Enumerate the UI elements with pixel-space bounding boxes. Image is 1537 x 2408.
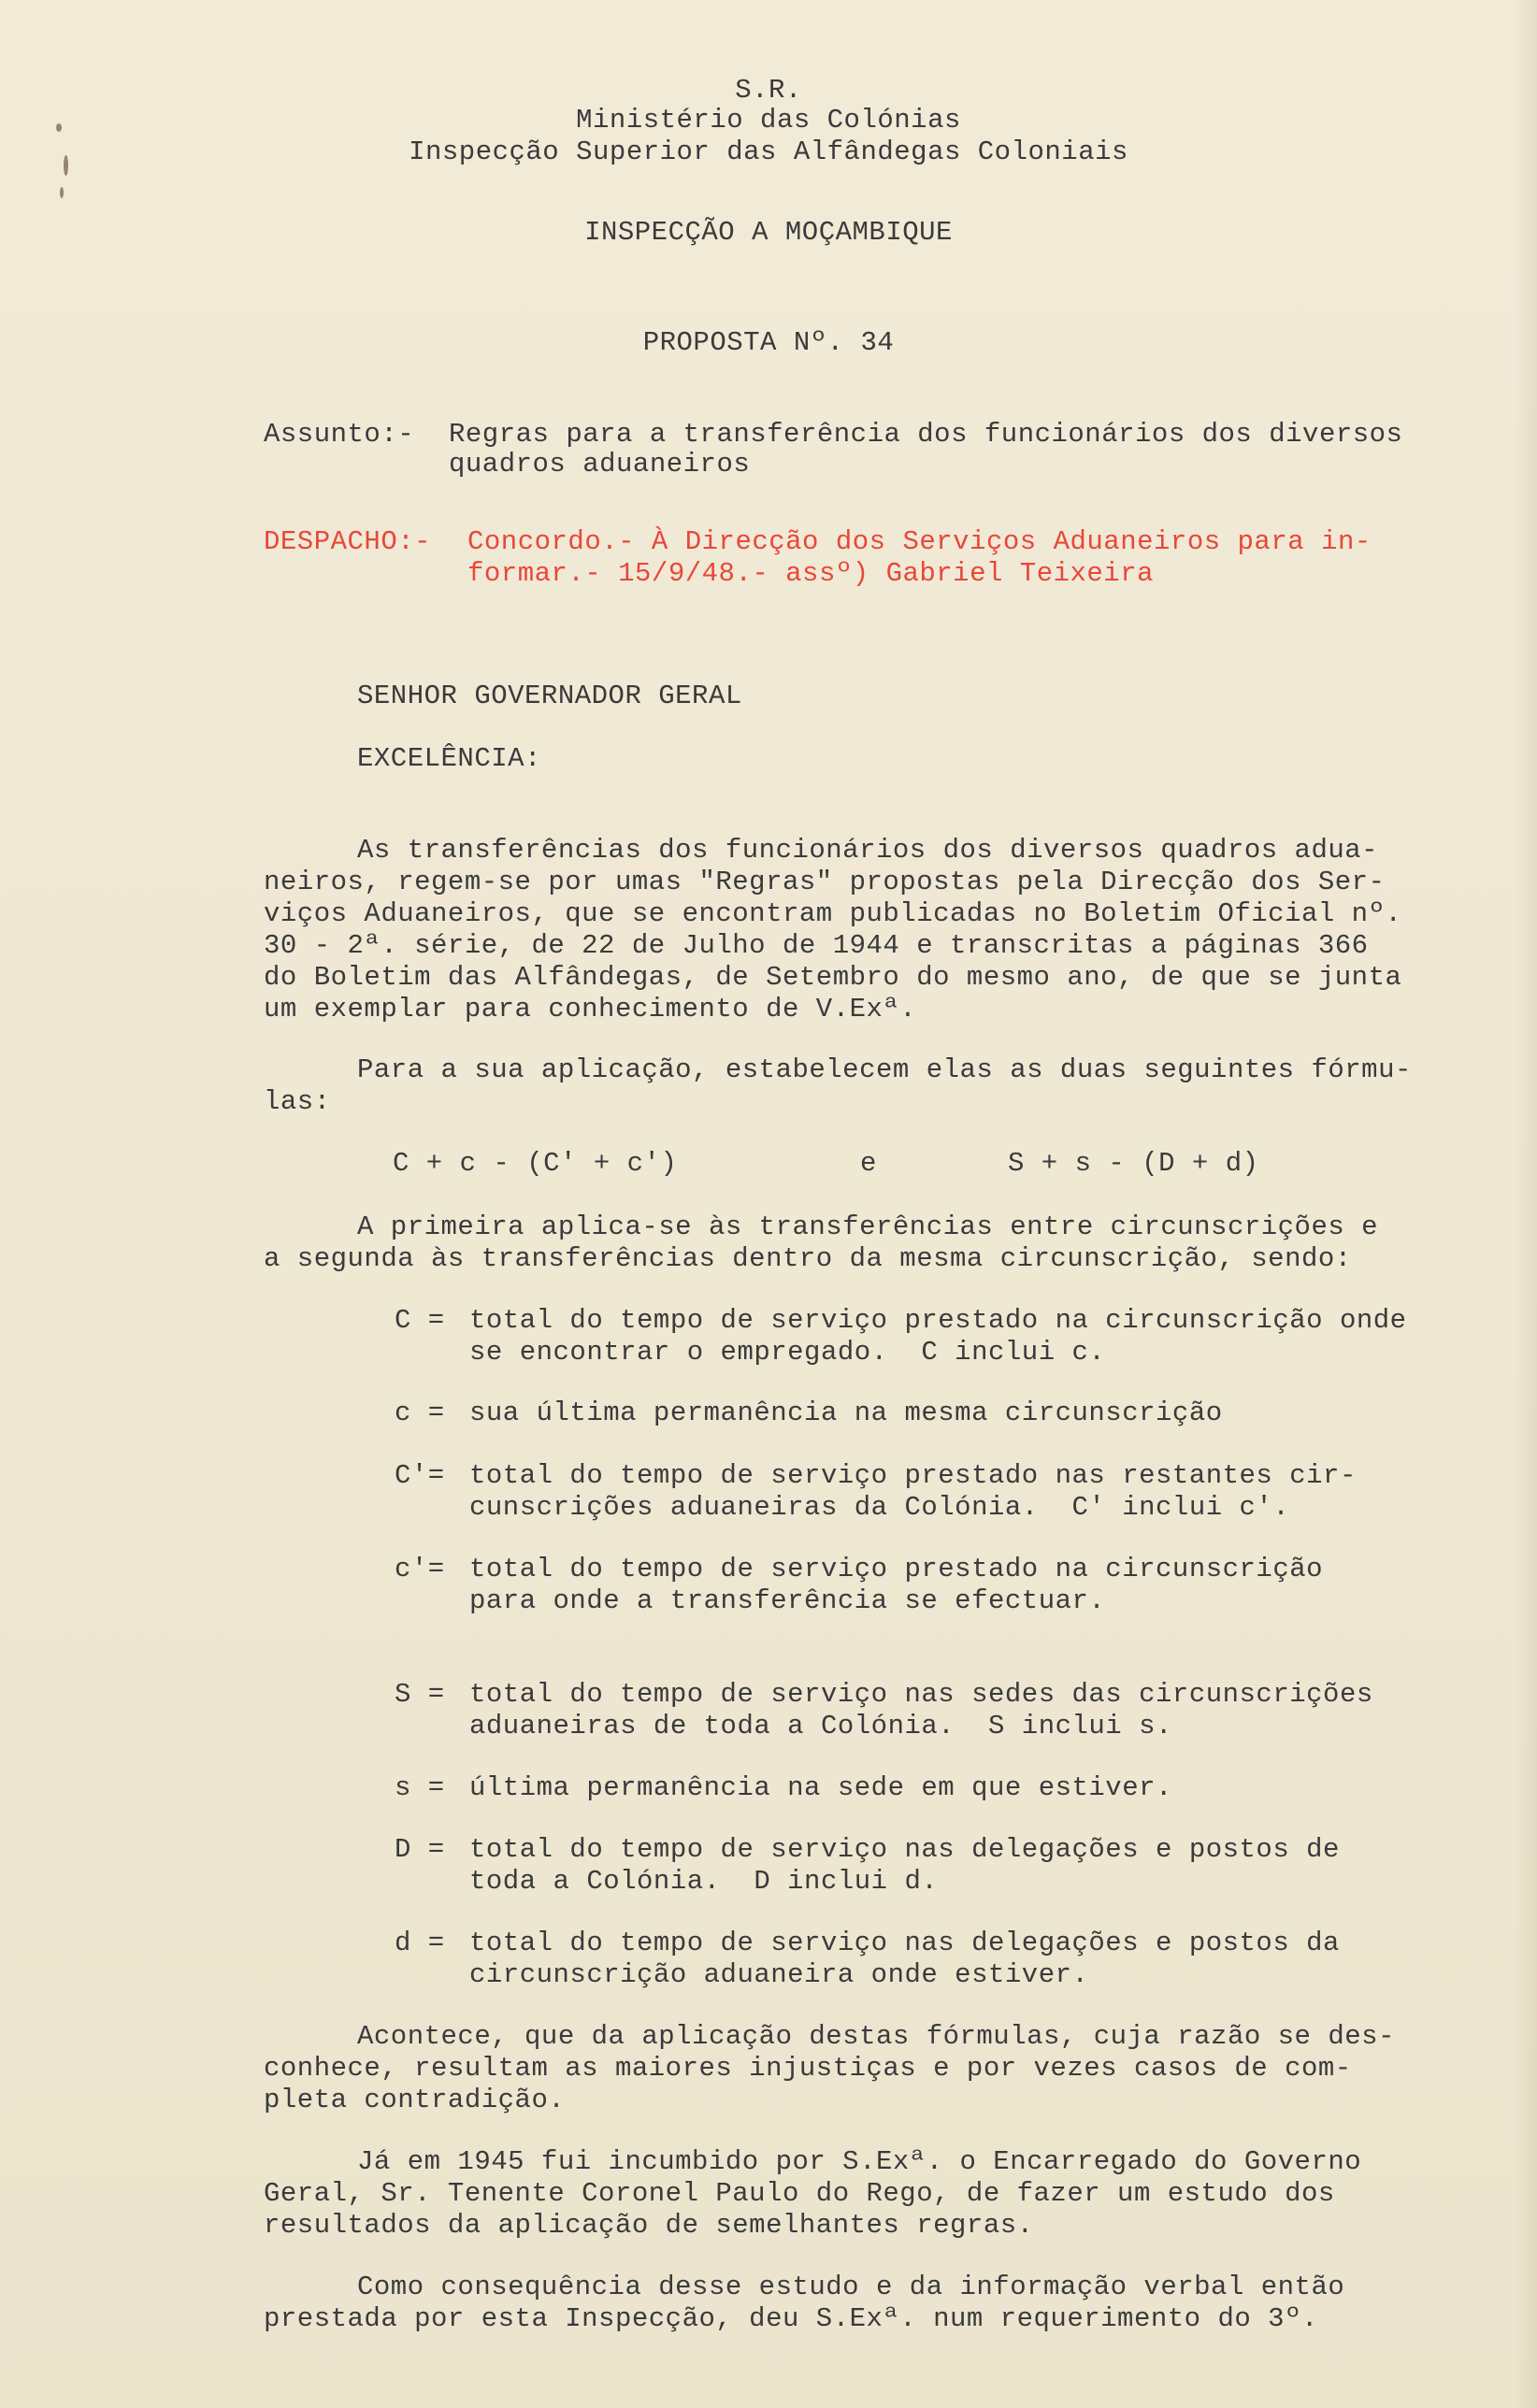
- paragraph-6-line: Como consequência desse estudo e da informação verbal então: [357, 2272, 1345, 2302]
- despacho-line: Concordo.- À Direcção dos Serviços Aduaneiros para in-: [467, 526, 1372, 557]
- header-inspection-office: Inspecção Superior das Alfândegas Coloniais: [409, 136, 1128, 167]
- paragraph-5-line: Já em 1945 fui incumbido por S.Exª. o Encarregado do Governo: [357, 2146, 1362, 2177]
- subject-label: Assunto:-: [264, 419, 415, 450]
- definition-text: se encontrar o empregado. C inclui c.: [469, 1337, 1106, 1368]
- formula-connector: e: [860, 1148, 877, 1179]
- definition-term: c =: [395, 1398, 445, 1428]
- definition-text: total do tempo de serviço nas delegações e postos da: [469, 1928, 1340, 1958]
- definition-text: total do tempo de serviço prestado na circunscrição onde: [469, 1305, 1407, 1336]
- definition-text: aduaneiras de toda a Colónia. S inclui s.: [469, 1711, 1172, 1742]
- despacho-label: DESPACHO:-: [264, 526, 432, 557]
- ink-stain: [60, 187, 64, 198]
- definition-term: S =: [395, 1679, 445, 1710]
- definition-text: total do tempo de serviço prestado nas restantes cir-: [469, 1460, 1357, 1491]
- paragraph-3-line: a segunda às transferências dentro da mesma circunscrição, sendo:: [264, 1243, 1352, 1274]
- paragraph-4-line: Acontece, que da aplicação destas fórmulas, cuja razão se des-: [357, 2021, 1395, 2052]
- definition-text: circunscrição aduaneira onde estiver.: [469, 1959, 1089, 1990]
- definition-text: total do tempo de serviço nas delegações e postos de: [469, 1834, 1340, 1865]
- header-ministry: Ministério das Colónias: [576, 105, 961, 136]
- paragraph-1-line: As transferências dos funcionários dos diversos quadros adua-: [357, 835, 1379, 866]
- subject-line: Regras para a transferência dos funcionários dos diversos: [449, 419, 1403, 450]
- definition-text: para onde a transferência se efectuar.: [469, 1585, 1106, 1616]
- header-sr: S.R.: [735, 75, 802, 106]
- definition-term: C =: [395, 1305, 445, 1336]
- formula-transfer-between: C + c - (C' + c'): [393, 1148, 678, 1179]
- paragraph-1-line: um exemplar para conhecimento de V.Exª.: [264, 994, 917, 1025]
- definition-text: última permanência na sede em que estiver.: [469, 1772, 1172, 1803]
- paragraph-1-line: do Boletim das Alfândegas, de Setembro do mesmo ano, de que se junta: [264, 962, 1402, 993]
- definition-text: cunscrições aduaneiras da Colónia. C' inclui c'.: [469, 1492, 1290, 1523]
- paragraph-4-line: pleta contradição.: [264, 2085, 566, 2115]
- definition-text: toda a Colónia. D inclui d.: [469, 1866, 939, 1897]
- definition-term: d =: [395, 1928, 445, 1958]
- paragraph-5-line: Geral, Sr. Tenente Coronel Paulo do Rego, de fazer um estudo dos: [264, 2178, 1335, 2209]
- paragraph-3-line: A primeira aplica-se às transferências entre circunscrições e: [357, 1211, 1379, 1242]
- paragraph-1-line: 30 - 2ª. série, de 22 de Julho de 1944 e transcritas a páginas 366: [264, 930, 1369, 961]
- proposal-number: PROPOSTA Nº. 34: [642, 327, 895, 358]
- definition-text: sua última permanência na mesma circunscrição: [469, 1398, 1223, 1428]
- paragraph-5-line: resultados da aplicação de semelhantes regras.: [264, 2210, 1034, 2241]
- subject-line: quadros aduaneiros: [449, 449, 751, 480]
- formula-transfer-within: S + s - (D + d): [1008, 1148, 1259, 1179]
- definition-term: D =: [395, 1834, 445, 1865]
- definition-term: s =: [395, 1772, 445, 1803]
- header-inspection-title: INSPECÇÃO A MOÇAMBIQUE: [584, 217, 953, 248]
- paragraph-2-line: las:: [264, 1086, 331, 1117]
- definition-text: total do tempo de serviço prestado na circunscrição: [469, 1554, 1324, 1584]
- paragraph-1-line: neiros, regem-se por umas "Regras" propostas pela Direcção dos Ser-: [264, 867, 1386, 897]
- despacho-line: formar.- 15/9/48.- assº) Gabriel Teixeira: [467, 558, 1155, 589]
- greeting: EXCELÊNCIA:: [357, 743, 541, 774]
- definition-text: total do tempo de serviço nas sedes das circunscrições: [469, 1679, 1373, 1710]
- definition-term: C'=: [395, 1460, 445, 1491]
- paragraph-6-line: prestada por esta Inspecção, deu S.Exª. num requerimento do 3º.: [264, 2303, 1318, 2334]
- definition-term: c'=: [395, 1554, 445, 1584]
- paragraph-1-line: viços Aduaneiros, que se encontram publicadas no Boletim Oficial nº.: [264, 898, 1402, 929]
- paragraph-2-line: Para a sua aplicação, estabelecem elas as duas seguintes fórmu-: [357, 1054, 1412, 1085]
- addressee: SENHOR GOVERNADOR GERAL: [357, 681, 742, 711]
- paragraph-4-line: conhece, resultam as maiores injustiças e por vezes casos de com-: [264, 2053, 1352, 2084]
- paper-edge-shadow: [1515, 0, 1537, 2408]
